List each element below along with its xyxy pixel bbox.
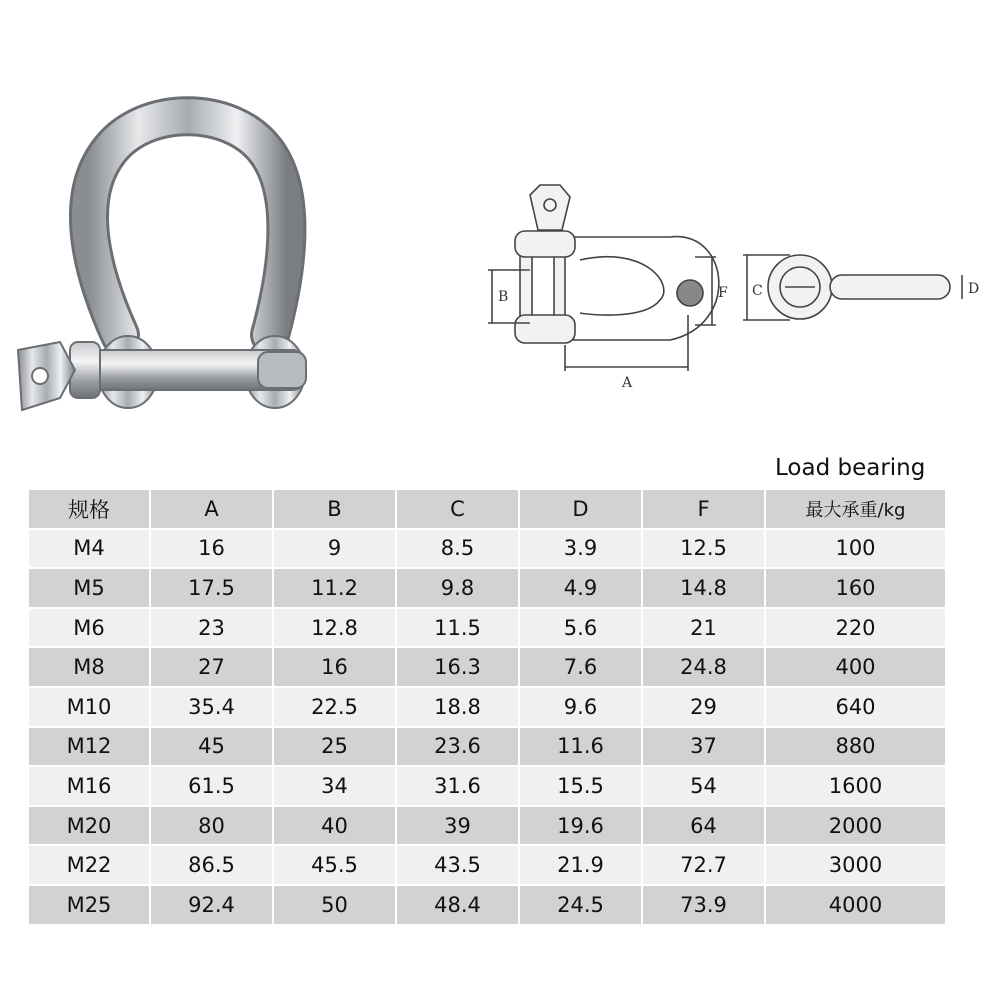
spec-table xyxy=(27,488,947,926)
header-d: D xyxy=(519,489,642,529)
table-cell: 17.5 xyxy=(150,568,273,608)
load-bearing-title: Load bearing xyxy=(775,455,926,481)
table-cell: 29 xyxy=(642,687,765,727)
table-cell: 5.6 xyxy=(519,608,642,648)
table-cell: 24.8 xyxy=(642,647,765,687)
table-row xyxy=(28,608,946,648)
table-cell: 15.5 xyxy=(519,766,642,806)
table-cell: 45.5 xyxy=(273,845,396,885)
table-cell: 16.3 xyxy=(396,647,519,687)
table-cell: 21 xyxy=(642,608,765,648)
label-f: F xyxy=(718,285,728,301)
table-cell: 4000 xyxy=(765,885,946,925)
table-cell: 8.5 xyxy=(396,529,519,569)
table-cell: 24.5 xyxy=(519,885,642,925)
table-cell: 37 xyxy=(642,727,765,767)
table-cell: M4 xyxy=(28,529,150,569)
header-max-load: 最大承重/kg xyxy=(765,489,946,529)
table-cell: 2000 xyxy=(765,806,946,846)
header-f: F xyxy=(642,489,765,529)
table-cell: 45 xyxy=(150,727,273,767)
table-cell: 92.4 xyxy=(150,885,273,925)
table-cell: 54 xyxy=(642,766,765,806)
dimension-drawing xyxy=(470,175,990,405)
label-b: B xyxy=(498,289,509,305)
table-cell: M20 xyxy=(28,806,150,846)
table-cell: 18.8 xyxy=(396,687,519,727)
table-cell: M8 xyxy=(28,647,150,687)
table-cell: 640 xyxy=(765,687,946,727)
table-cell: 21.9 xyxy=(519,845,642,885)
header-a: A xyxy=(150,489,273,529)
table-cell: 72.7 xyxy=(642,845,765,885)
table-cell: 400 xyxy=(765,647,946,687)
table-cell: 80 xyxy=(150,806,273,846)
table-cell: M22 xyxy=(28,845,150,885)
table-cell: 19.6 xyxy=(519,806,642,846)
table-cell: M10 xyxy=(28,687,150,727)
table-row xyxy=(28,766,946,806)
table-row xyxy=(28,687,946,727)
table-cell: 11.5 xyxy=(396,608,519,648)
table-cell: 11.6 xyxy=(519,727,642,767)
header-b: B xyxy=(273,489,396,529)
table-row xyxy=(28,806,946,846)
table-cell: 14.8 xyxy=(642,568,765,608)
table-cell: 73.9 xyxy=(642,885,765,925)
table-cell: 12.8 xyxy=(273,608,396,648)
table-cell: M25 xyxy=(28,885,150,925)
shackle-photo xyxy=(0,80,340,460)
table-row xyxy=(28,529,946,569)
table-cell: 50 xyxy=(273,885,396,925)
label-a: A xyxy=(622,375,633,391)
table-row xyxy=(28,568,946,608)
table-cell: 1600 xyxy=(765,766,946,806)
table-cell: 12.5 xyxy=(642,529,765,569)
table-cell: M6 xyxy=(28,608,150,648)
table-cell: 64 xyxy=(642,806,765,846)
table-cell: 39 xyxy=(396,806,519,846)
table-row xyxy=(28,727,946,767)
header-spec: 规格 xyxy=(28,489,150,529)
table-cell: 16 xyxy=(273,647,396,687)
table-cell: 9 xyxy=(273,529,396,569)
table-row xyxy=(28,885,946,925)
table-cell: 34 xyxy=(273,766,396,806)
header-c: C xyxy=(396,489,519,529)
table-cell: M5 xyxy=(28,568,150,608)
table-cell: 880 xyxy=(765,727,946,767)
table-cell: 86.5 xyxy=(150,845,273,885)
table-cell: 3.9 xyxy=(519,529,642,569)
table-cell: 25 xyxy=(273,727,396,767)
table-row xyxy=(28,845,946,885)
table-cell: 35.4 xyxy=(150,687,273,727)
table-cell: 100 xyxy=(765,529,946,569)
table-header-row xyxy=(28,489,946,529)
table-cell: 4.9 xyxy=(519,568,642,608)
table-row xyxy=(28,647,946,687)
table-cell: 48.4 xyxy=(396,885,519,925)
label-c: C xyxy=(752,283,763,299)
table-cell: 23 xyxy=(150,608,273,648)
table-cell: 27 xyxy=(150,647,273,687)
table-cell: 40 xyxy=(273,806,396,846)
table-cell: 43.5 xyxy=(396,845,519,885)
table-cell: 220 xyxy=(765,608,946,648)
table-cell: 11.2 xyxy=(273,568,396,608)
table-cell: 7.6 xyxy=(519,647,642,687)
table-cell: 3000 xyxy=(765,845,946,885)
table-cell: 61.5 xyxy=(150,766,273,806)
table-cell: M12 xyxy=(28,727,150,767)
table-cell: 22.5 xyxy=(273,687,396,727)
table-cell: 9.6 xyxy=(519,687,642,727)
label-d: D xyxy=(968,281,980,297)
table-cell: 23.6 xyxy=(396,727,519,767)
table-cell: 160 xyxy=(765,568,946,608)
table-cell: M16 xyxy=(28,766,150,806)
table-cell: 16 xyxy=(150,529,273,569)
table-cell: 31.6 xyxy=(396,766,519,806)
table-cell: 9.8 xyxy=(396,568,519,608)
